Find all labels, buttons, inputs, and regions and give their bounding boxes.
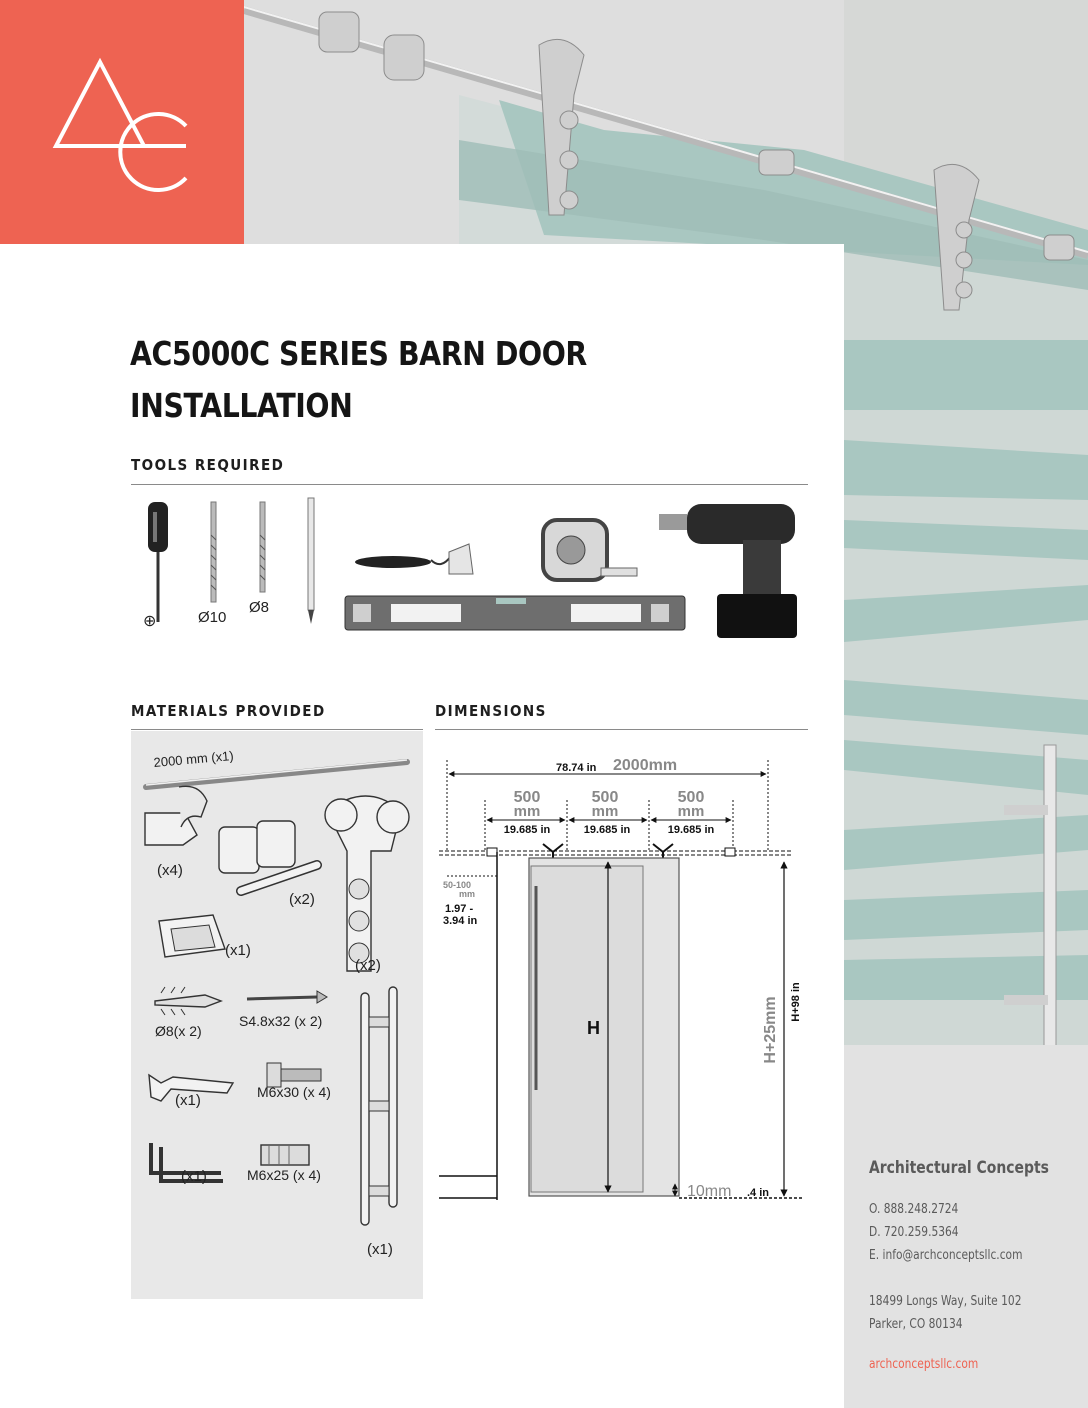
total-mm: 2000mm xyxy=(613,757,678,774)
screwdriver-icon xyxy=(148,502,168,622)
dimensions-heading: DIMENSIONS xyxy=(435,702,547,720)
gap-mm-line-2: mm xyxy=(459,889,476,899)
website-link[interactable]: archconceptsllc.com xyxy=(869,1357,979,1372)
rail-label: 2000 mm (x1) xyxy=(153,748,235,770)
segment-3-mm: 500 xyxy=(677,789,705,806)
rail-connector-icon xyxy=(219,821,317,891)
gap-inches-line-1: 1.97 - xyxy=(445,903,474,915)
drill-bit-icon xyxy=(260,502,265,592)
gap-mm-line-1: 50-100 xyxy=(443,880,472,890)
title-line-1: AC5000C SERIES BARN DOOR xyxy=(130,334,587,373)
drill-bit-10-label: Ø10 xyxy=(198,609,227,626)
tape-measure-icon xyxy=(543,520,637,580)
screw-icon xyxy=(247,991,327,1003)
segment-2-inches: 19.685 in xyxy=(583,824,631,836)
pencil-icon xyxy=(308,498,314,624)
screw-label: S4.8x32 (x 2) xyxy=(239,1013,323,1029)
anchor-label: Ø8(x 2) xyxy=(155,1023,202,1039)
screwdriver-label: ⊕ xyxy=(143,613,157,630)
direct-phone[interactable]: D. 720.259.5364 xyxy=(869,1225,959,1240)
page-title xyxy=(130,328,646,432)
dimensions-divider xyxy=(435,729,808,730)
ac-logo-icon xyxy=(0,0,244,244)
email-link[interactable]: E. info@archconceptsllc.com xyxy=(869,1248,1023,1263)
tools-divider xyxy=(131,484,808,485)
roller-hanger-icon xyxy=(325,796,409,971)
office-phone[interactable]: O. 888.248.2724 xyxy=(869,1202,959,1217)
segment-2-unit: mm xyxy=(591,803,619,820)
floor-guide-icon xyxy=(159,915,225,957)
materials-panel xyxy=(131,731,423,1299)
floor-gap-mm: 10mm xyxy=(687,1183,732,1200)
drill-bit-8-label: Ø8 xyxy=(249,599,270,616)
segment-1-unit: mm xyxy=(513,803,541,820)
segment-3-inches: 19.685 in xyxy=(667,824,715,836)
wall-bracket-qty: (x4) xyxy=(157,862,183,879)
standoff-label: M6x25 (x 4) xyxy=(247,1167,321,1183)
segment-1-mm: 500 xyxy=(513,789,541,806)
segment-1-inches: 19.685 in xyxy=(503,824,551,836)
total-inches: 78.74 in xyxy=(556,762,597,774)
gap-inches-line-2: 3.94 in xyxy=(443,915,478,927)
floor-guide-qty: (x1) xyxy=(225,942,251,959)
handle-icon xyxy=(361,987,397,1225)
spirit-level-icon xyxy=(345,596,685,630)
segment-3-unit: mm xyxy=(677,803,705,820)
floor-gap-inches: .4 in xyxy=(747,1187,770,1199)
wall-anchor-icon xyxy=(155,987,221,1015)
bolt-label: M6x30 (x 4) xyxy=(257,1084,331,1100)
title-line-2: INSTALLATION xyxy=(130,386,353,425)
wrench-qty: (x1) xyxy=(175,1092,201,1109)
height-plus-mm: H+25mm xyxy=(762,996,779,1064)
wall-bracket-icon xyxy=(145,786,207,845)
height-plus-inches: H+98 in xyxy=(790,982,802,1022)
materials-divider xyxy=(131,729,423,730)
tools-heading: TOOLS REQUIRED xyxy=(131,456,285,474)
handle-qty: (x1) xyxy=(367,1241,393,1258)
segment-2-mm: 500 xyxy=(591,789,619,806)
materials-heading: MATERIALS PROVIDED xyxy=(131,702,326,720)
height-label: H xyxy=(587,1018,600,1038)
tools-section xyxy=(131,490,808,650)
connector-qty: (x2) xyxy=(289,891,315,908)
drill-bit-icon xyxy=(211,502,216,602)
dimensions-diagram xyxy=(435,740,808,1210)
standoff-icon xyxy=(261,1145,309,1165)
roller-hanger-qty: (x2) xyxy=(355,957,381,974)
address-line-2: Parker, CO 80134 xyxy=(869,1317,963,1332)
company-name: Architectural Concepts xyxy=(869,1158,1049,1178)
hex-key-qty: (x1) xyxy=(181,1168,207,1185)
brand-logo xyxy=(0,0,244,244)
chalk-line-icon xyxy=(355,544,473,574)
address-line-1: 18499 Longs Way, Suite 102 xyxy=(869,1294,1022,1309)
